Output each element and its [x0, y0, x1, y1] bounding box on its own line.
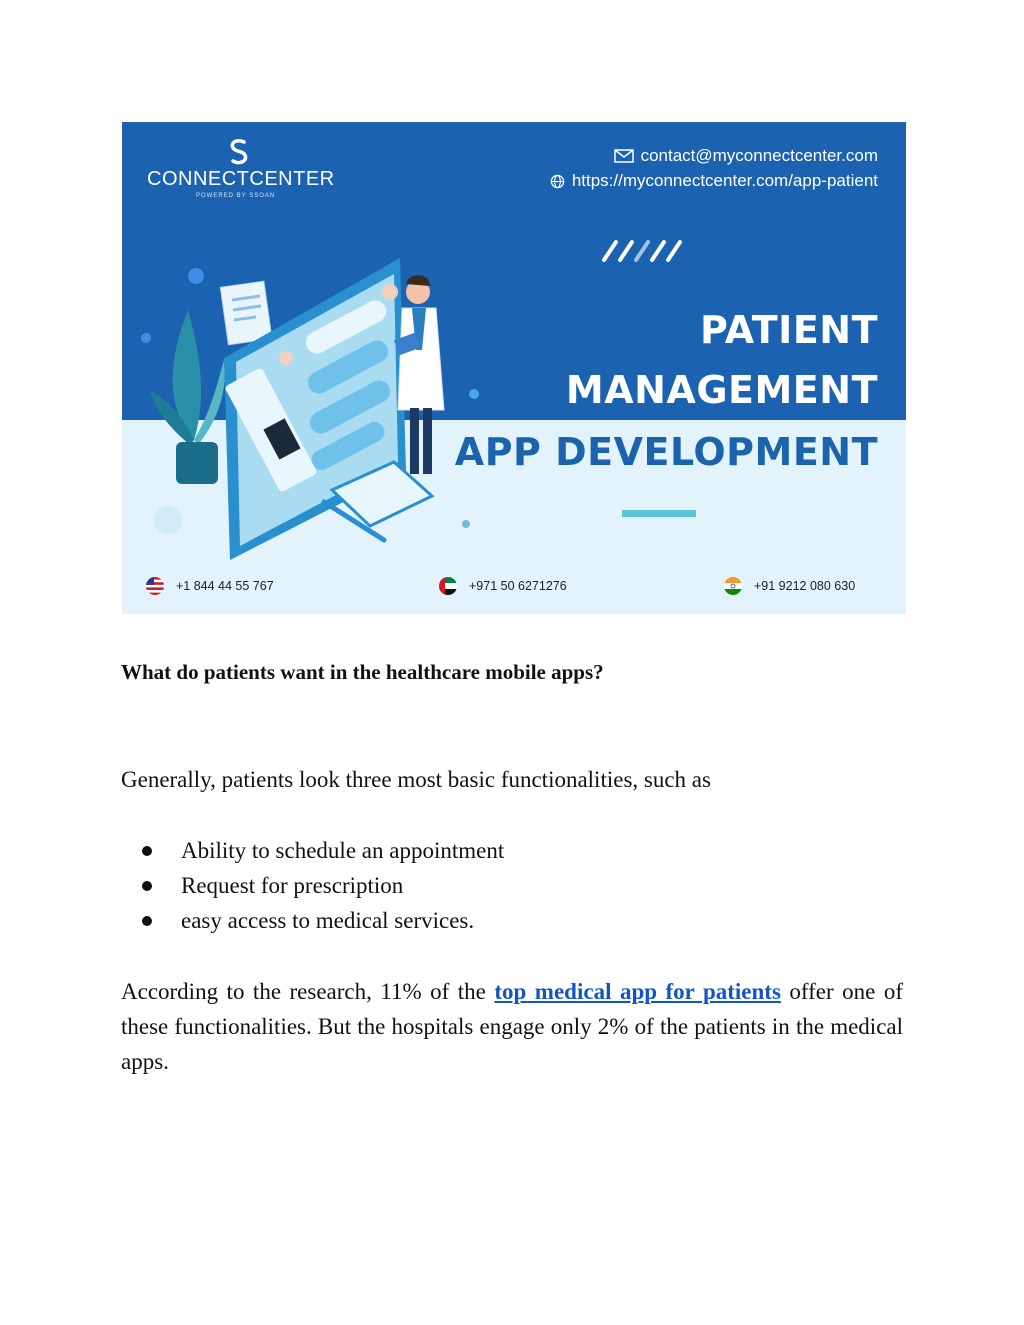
section-heading: What do patients want in the healthcare mobile apps? — [121, 660, 604, 684]
phone-india — [724, 577, 855, 595]
brand-tagline: POWERED BY SSOAN — [196, 193, 276, 199]
globe-icon — [550, 174, 565, 189]
accent-bar — [622, 510, 696, 517]
email-text: contact@myconnectcenter.com — [640, 146, 878, 165]
india-flag-icon — [724, 577, 742, 595]
hero-banner-image — [122, 122, 906, 614]
headline-line-1: PATIENT — [699, 308, 878, 352]
email-contact — [614, 146, 878, 166]
phone-uae-number: +971 50 6271276 — [469, 579, 567, 593]
phone-india-number: +91 9212 080 630 — [754, 579, 856, 593]
headline-line-3: APP DEVELOPMENT — [454, 430, 878, 474]
mail-icon — [614, 149, 634, 163]
list-item: Ability to schedule an appointment — [121, 833, 504, 868]
website-contact — [550, 171, 878, 191]
phone-uae — [439, 577, 567, 595]
us-flag-icon — [146, 577, 164, 595]
list-item: Request for prescription — [121, 868, 504, 903]
uae-flag-icon — [439, 577, 457, 595]
research-text-before: According to the research, 11% of the — [121, 979, 495, 1004]
list-item: easy access to medical services. — [121, 903, 504, 938]
functionality-list — [121, 833, 504, 938]
headline-line-2: MANAGEMENT — [565, 368, 878, 412]
decorative-slashes — [600, 240, 690, 262]
research-text-after: offer one of these functionalities. But the hospitals engage only 2% of the patients in the medical apps. — [121, 979, 903, 1074]
doctor-tablet-illustration — [132, 240, 492, 560]
research-paragraph — [121, 974, 903, 1079]
phone-usa-number: +1 844 44 55 767 — [176, 579, 274, 593]
phone-usa — [146, 577, 274, 595]
connectcenter-logo-icon — [226, 138, 252, 166]
website-text: https://myconnectcenter.com/app-patient — [571, 171, 878, 190]
intro-paragraph: Generally, patients look three most basic functionalities, such as — [121, 767, 711, 792]
top-medical-app-link[interactable]: top medical app for patients — [494, 979, 781, 1004]
brand-name: CONNECTCENTER — [147, 168, 335, 190]
